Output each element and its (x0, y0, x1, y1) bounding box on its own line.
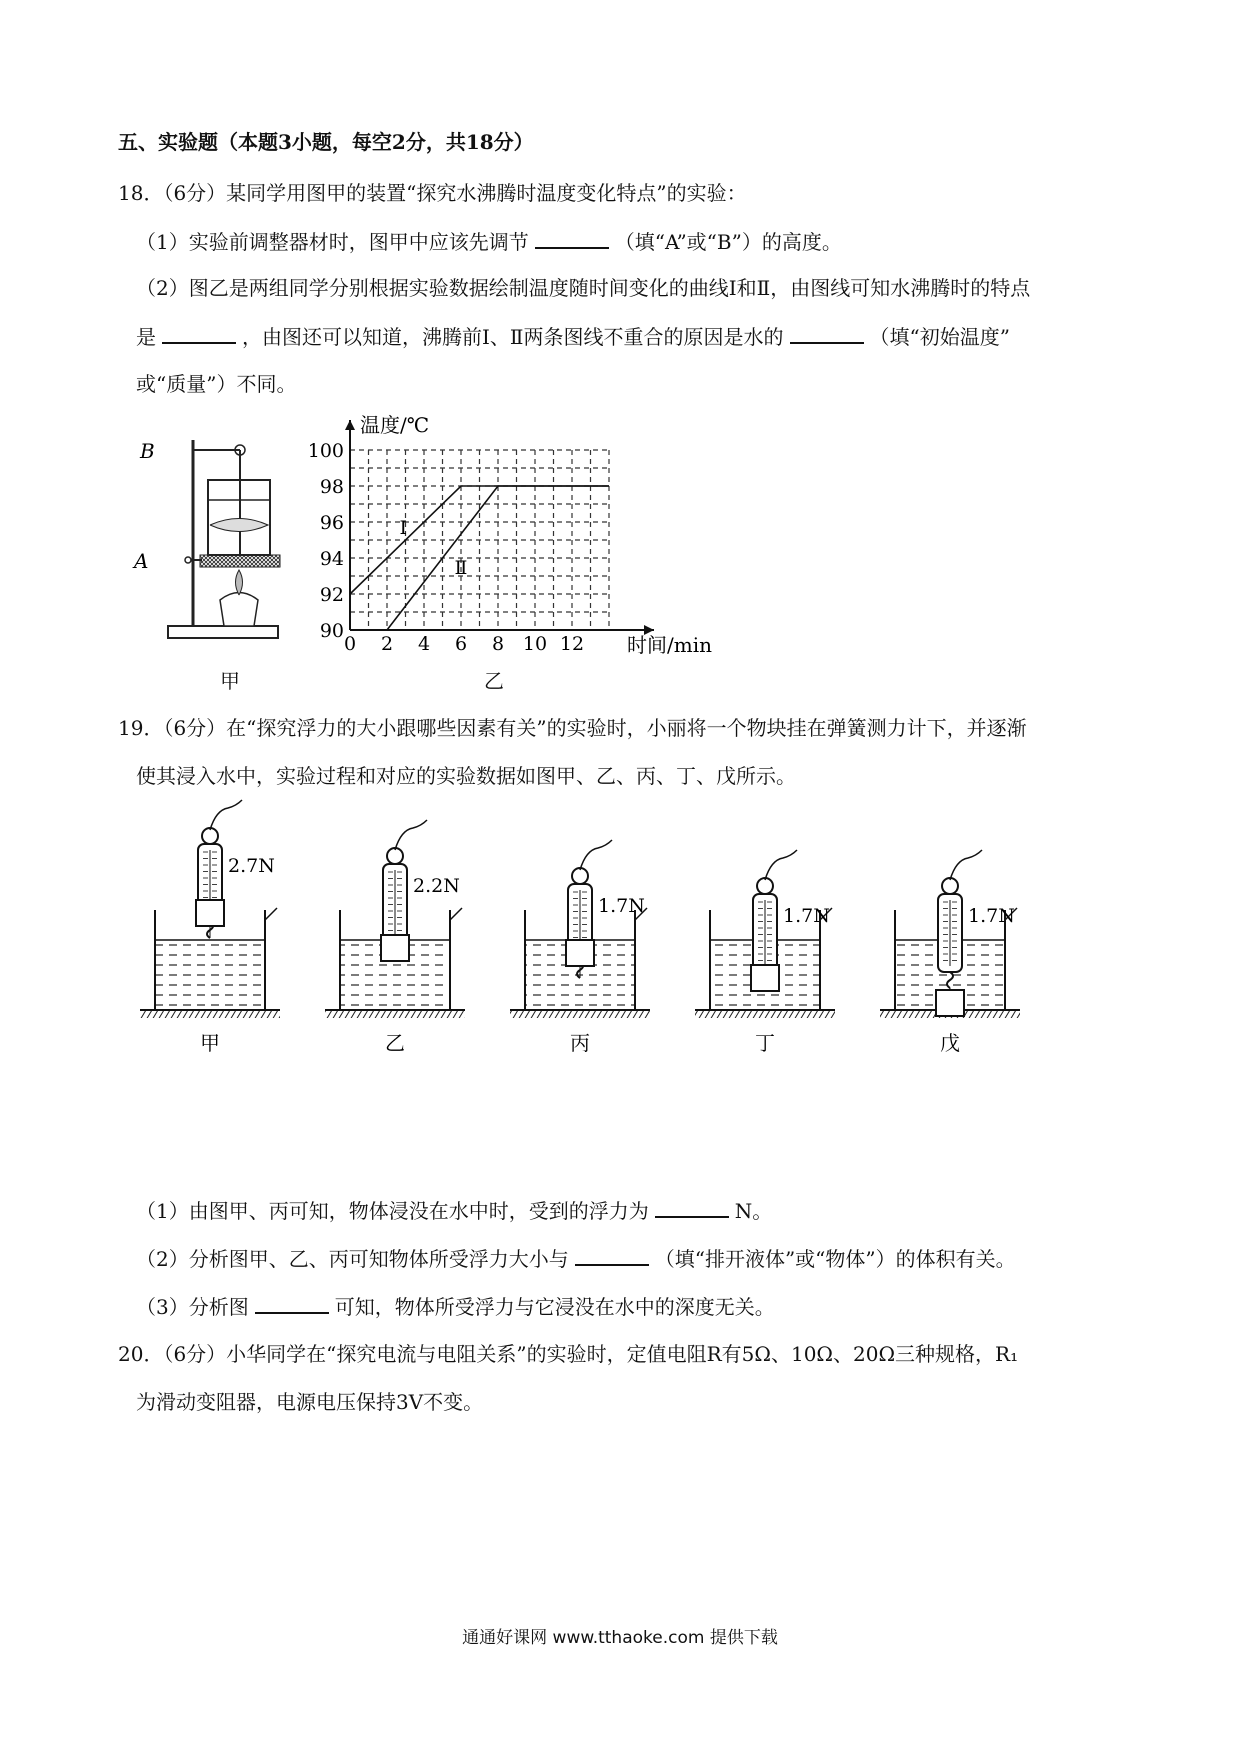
series-label-2: Ⅱ (454, 557, 468, 579)
chart-grid (350, 450, 609, 630)
x-tick-label: 8 (491, 633, 505, 655)
y-tick-label: 98 (319, 476, 344, 498)
x-tick-label: 0 (343, 633, 357, 655)
beaker-spout (450, 908, 462, 920)
q18-part1-text-b: （填“A”或“B”）的高度。 (614, 230, 842, 254)
q19-part3-text-a: （3）分析图 (136, 1295, 249, 1319)
hand-icon (580, 840, 612, 870)
section-title: 五、实验题（本题3小题，每空2分，共18分） (118, 130, 534, 154)
beaker-spout (265, 908, 277, 920)
q19-part1 (136, 1198, 772, 1223)
ground-hatch (695, 1010, 835, 1018)
q19-part2 (136, 1246, 1016, 1271)
hand-icon (210, 800, 242, 830)
answer-blank[interactable] (655, 1198, 729, 1218)
figure-caption: 丁 (755, 1031, 775, 1055)
block (936, 990, 964, 1016)
chart-axes (345, 420, 654, 635)
ring-icon (202, 828, 218, 844)
q19-stem-line1: 19．（6分）在“探究浮力的大小跟哪些因素有关”的实验时，小丽将一个物块挂在弹簧测力计下，并逐渐 (118, 716, 1027, 740)
q18-part1 (136, 229, 842, 254)
temperature-time-chart (290, 400, 730, 660)
q20-line2: 为滑动变阻器，电源电压保持3V不变。 (136, 1390, 484, 1414)
q18-part2-line3: 或“质量”）不同。 (136, 372, 297, 396)
q19-part3-text-b: 可知，物体所受浮力与它浸没在水中的深度无关。 (334, 1295, 775, 1319)
q19-part2-text-a: （2）分析图甲、乙、丙可知物体所受浮力大小与 (136, 1247, 569, 1271)
y-axis-label: 温度/℃ (360, 413, 430, 437)
figure-caption: 乙 (385, 1031, 405, 1055)
q18-part2-line1: （2）图乙是两组同学分别根据实验数据绘制温度随时间变化的曲线Ⅰ和Ⅱ，由图线可知水沸腾时的特点 (136, 276, 1031, 300)
x-tick-label: 12 (559, 633, 585, 655)
block (381, 935, 409, 961)
answer-blank[interactable] (575, 1246, 649, 1266)
q18-part2-text-b: ，由图还可以知道，沸腾前Ⅰ、Ⅱ两条图线不重合的原因是水的 (242, 325, 784, 349)
ground-hatch (325, 1010, 465, 1018)
scale-reading: 1.7N (598, 895, 645, 917)
caption-yi: 乙 (484, 669, 504, 693)
y-tick-label: 92 (319, 584, 344, 606)
answer-blank[interactable] (162, 324, 236, 344)
hand-icon (395, 820, 427, 850)
water (155, 940, 265, 1010)
label-A: A (134, 549, 149, 573)
x-tick-label: 4 (417, 633, 431, 655)
q19-part3 (136, 1294, 775, 1319)
y-tick-label: 90 (319, 620, 344, 642)
y-tick-label: 100 (307, 440, 344, 462)
buoyancy-figure-5 (880, 850, 1020, 1055)
label-B: B (140, 439, 155, 463)
figure-caption: 戊 (940, 1031, 960, 1055)
y-axis-arrow (345, 420, 355, 430)
q18-stem: 18．（6分）某同学用图甲的装置“探究水沸腾时温度变化特点”的实验： (118, 181, 747, 205)
hand-icon (765, 850, 797, 880)
block (751, 965, 779, 991)
figure-caption: 甲 (200, 1031, 220, 1055)
answer-blank[interactable] (535, 229, 609, 249)
q18-part2-line2 (136, 324, 1010, 349)
answer-blank[interactable] (790, 324, 864, 344)
footer: 通通好课网 www.tthaoke.com 提供下载 (462, 1628, 778, 1648)
ring-icon (572, 868, 588, 884)
x-axis-label: 时间/min (627, 633, 712, 657)
series-label-1: Ⅰ (399, 517, 408, 539)
buoyancy-figure-2 (325, 820, 465, 1055)
q19-part1-text-b: N。 (734, 1199, 773, 1223)
q19-part2-text-b: （填“排开液体”或“物体”）的体积有关。 (654, 1247, 1016, 1271)
hand-icon (950, 850, 982, 880)
scale-reading: 1.7N (968, 905, 1015, 927)
q18-part2-text-a: 是 (136, 325, 156, 349)
q18-part2-text-c: （填“初始温度” (869, 325, 1010, 349)
block (566, 940, 594, 966)
q20-line1: 20．（6分）小华同学在“探究电流与电阻关系”的实验时，定值电阻R有5Ω、10Ω、20Ω三种规格，R₁ (118, 1342, 1019, 1366)
boiling-apparatus-figure (134, 420, 290, 650)
x-tick-label: 6 (454, 633, 468, 655)
scale-reading: 2.7N (228, 855, 275, 877)
block (196, 900, 224, 926)
caption-jia: 甲 (220, 669, 240, 693)
figure-caption: 丙 (570, 1031, 590, 1055)
scale-reading: 2.2N (413, 875, 460, 897)
buoyancy-figure-3 (510, 840, 650, 1055)
ground-hatch (140, 1010, 280, 1018)
buoyancy-figures (140, 810, 1090, 1180)
ring-icon (942, 878, 958, 894)
answer-blank[interactable] (255, 1294, 329, 1314)
x-tick-label: 10 (522, 633, 548, 655)
q18-part1-text-a: （1）实验前调整器材时，图甲中应该先调节 (136, 230, 529, 254)
x-tick-label: 2 (380, 633, 394, 655)
scale-reading: 1.7N (783, 905, 830, 927)
ground-hatch (510, 1010, 650, 1018)
y-tick-label: 94 (319, 548, 344, 570)
ring-icon (387, 848, 403, 864)
q19-stem-line2: 使其浸入水中，实验过程和对应的实验数据如图甲、乙、丙、丁、戊所示。 (136, 764, 796, 788)
ring-icon (757, 878, 773, 894)
buoyancy-figure-1 (140, 800, 280, 1055)
buoyancy-figure-4 (695, 850, 835, 1055)
y-tick-label: 96 (319, 512, 344, 534)
q19-part1-text-a: （1）由图甲、丙可知，物体浸没在水中时，受到的浮力为 (136, 1199, 649, 1223)
